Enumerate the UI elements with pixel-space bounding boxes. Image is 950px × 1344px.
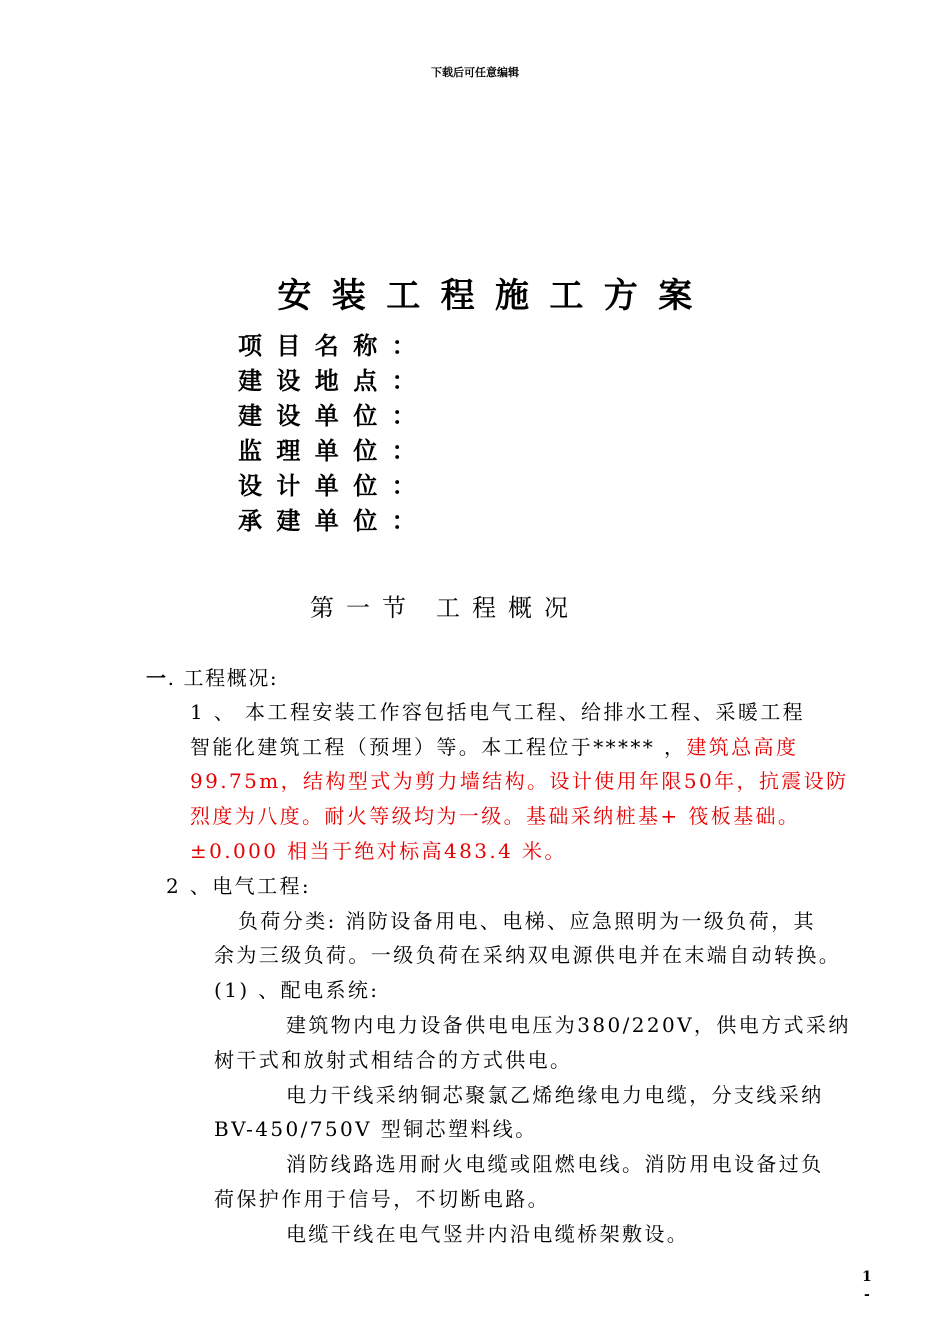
paragraph-line: 负荷分类: 消防设备用电、电梯、应急照明为一级负荷，其 [238,909,816,933]
paragraph-line: 消防线路选用耐火电缆或阻燃电线。消防用电设备过负 [286,1152,824,1176]
heading-text: . 工程概况: [167,666,279,690]
text-red: 建筑总高度 [686,735,799,759]
field-label: 项目名称 [238,332,392,360]
field-label: 监理单位 [238,437,392,465]
section-number: 第一节 [310,594,418,622]
field-supervision-unit [238,431,430,466]
document-title: 安装工程施工方案 [277,276,713,316]
field-contractor-unit [238,501,430,536]
field-design-unit [238,466,430,501]
paragraph-line-red: ±0.000 相当于绝对标高483.4 米。 [190,839,567,863]
section-title [310,588,580,623]
field-label: 建设地点 [238,367,392,395]
paragraph-line: 建筑物内电力设备供电电压为380/220V，供电方式采纳 [286,1013,851,1037]
paragraph-line: 树干式和放射式相结合的方式供电。 [214,1048,573,1072]
text-black: 智能化建筑工程（预埋）等。本工程位于***** ， [190,735,687,759]
field-colon: ： [391,437,431,465]
paragraph-line-red: 99.75m，结构型式为剪力墙结构。设计使用年限50年，抗震设防 [190,769,849,793]
paragraph-line: 余为三级负荷。一级负荷在采纳双电源供电并在末端自动转换。 [214,943,842,967]
field-colon: ： [391,402,431,430]
paragraph-line-red: 烈度为八度。耐火等级均为一级。基础采纳桩基+ 筏板基础。 [190,804,801,828]
field-build-location [238,361,430,396]
paragraph-line: 1 、 本工程安装工作容包括电气工程、给排水工程、采暖工程 [190,700,806,724]
field-label: 承建单位 [238,507,392,535]
header-note: 下载后可任意编辑 [431,66,519,79]
paragraph-line: 荷保护作用于信号，不切断电路。 [214,1187,550,1211]
page-number [862,1268,872,1304]
field-colon: ： [391,472,431,500]
page-number-value: 1 [862,1269,872,1285]
paragraph-line: BV-450/750V 型铜芯塑料线。 [214,1117,538,1141]
heading-electrical: 2 、电气工程: [166,874,312,898]
field-owner-unit [238,396,430,431]
paragraph-line: 电力干线采纳铜芯聚氯乙烯绝缘电力电缆，分支线采纳 [286,1083,824,1107]
paragraph-line: 电缆干线在电气竖井内沿电缆桥架敷设。 [286,1222,690,1246]
paragraph-line [190,731,798,760]
field-label: 建设单位 [238,402,392,430]
field-label: 设计单位 [238,472,392,500]
field-colon: ： [391,332,431,360]
heading-overview [146,662,278,691]
heading-marker: 一 [146,666,168,690]
field-project-name [238,326,430,361]
page-number-suffix: - [863,1287,870,1303]
heading-distribution: (1) 、配电系统: [214,978,380,1002]
field-colon: ： [391,507,431,535]
section-name: 工程概况 [436,594,580,622]
field-colon: ： [391,367,431,395]
